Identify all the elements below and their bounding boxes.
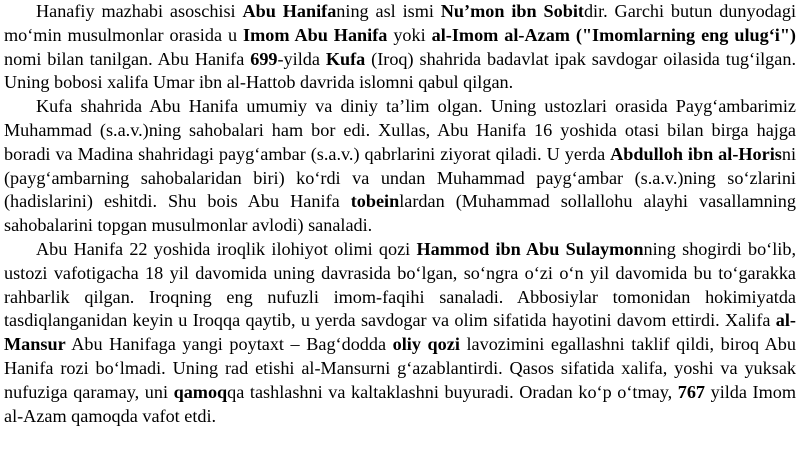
- bold-term: Abdulloh ibn al-Horis: [610, 143, 782, 164]
- text-run: -yilda: [277, 48, 326, 69]
- text-run: ning asl ismi: [336, 1, 441, 21]
- text-run: lardan (Muhammad sollallohu alayhi vasallamning sahobalarini topgan musulmonlar avlodi) sanaladi.: [4, 191, 796, 236]
- bold-term: al-Imom al-Azam ("Imomlarning eng ulug‘i"): [431, 24, 796, 45]
- bold-term: Abu Hanifa: [242, 1, 337, 21]
- bold-term: 767: [677, 381, 706, 402]
- bold-term: 699: [250, 48, 278, 69]
- bold-term: Kufa: [325, 48, 366, 69]
- bold-term: qamoq: [173, 381, 228, 402]
- text-run: qa tashlashni va kaltaklashni buyuradi. Oradan ko‘p o‘tmay,: [227, 381, 678, 402]
- text-run: lavozimini egallashni taklif qildi, biroq Abu Hanifa rozi bo‘lmadi. Uning rad etishi al-Mansurni g‘azablantirdi. Qasos sifatida xalifa, yoshi va yuksak nufuziga qaramay, uni: [4, 334, 796, 402]
- bold-term: al-Mansur: [4, 310, 796, 355]
- text-run: ni (payg‘ambarning sahobalaridan biri) ko‘rdi va undan Muhammad payg‘ambar (s.a.v.)ning so‘zlarini (hadislarini) eshitdi. Shu bois Abu Hanifa: [4, 143, 796, 212]
- text-run: Abu Hanifaga yangi poytaxt – Bag‘dodda: [65, 334, 393, 355]
- text-run: Kufa shahrida Abu Hanifa umumiy va diniy ta’lim olgan. Uning ustozlari orasida Payg‘ambarimiz Muhammad (s.a.v.)ning sahobalari ham bor edi. Xullas, Abu Hanifa 16 yoshida otasi bilan birga hajga boradi va Madina shahridagi payg‘ambar (s.a.v.) qabrlarini ziyorat qiladi. U yerda: [4, 96, 796, 164]
- paragraph-1: [4, 0, 796, 95]
- paragraph-2: [4, 95, 796, 238]
- text-run: Abu Hanifa 22 yoshida iroqlik ilohiyot olimi qozi: [36, 238, 417, 259]
- text-run: yilda Imom al-Azam qamoqda vafot etdi.: [4, 381, 796, 426]
- text-run: (Iroq) shahrida badavlat ipak savdogar oilasida tug‘ilgan. Uning bobosi xalifa Umar ibn al-Hattob davrida islomni qabul qilgan.: [4, 48, 796, 93]
- text-run: Hanafiy mazhabi asoschisi: [36, 1, 243, 21]
- paragraph-3: [4, 238, 796, 428]
- bold-term: tobein: [350, 191, 400, 212]
- text-run: yoki: [387, 24, 432, 45]
- bold-term: Hammod ibn Abu Sulaymon: [416, 238, 644, 259]
- bold-term: Nu’mon ibn Sobit: [440, 1, 584, 21]
- text-run: nomi bilan tanilgan. Abu Hanifa: [4, 48, 251, 69]
- bold-term: oliy qozi: [392, 334, 460, 355]
- bold-term: Imom Abu Hanifa: [243, 24, 388, 45]
- text-run: dir. Garchi butun dunyodagi mo‘min musulmonlar orasida u: [4, 1, 796, 45]
- text-run: ning shogirdi bo‘lib, ustozi vafotigacha 18 yil davomida uning davrasida bo‘lgan, so‘ngra o‘zi o‘n yil davomida bu to‘garakka rahbarlik qilgan. Iroqning eng nufuzli imom-faqihi sanaladi. Abbosiylar tomonidan hokimiyatda tasdiqlanganidan keyin u Iroqqa qaytib, u yerda savdogar va olim sifatida hayotini davom ettirdi. Xalifa: [4, 238, 796, 331]
